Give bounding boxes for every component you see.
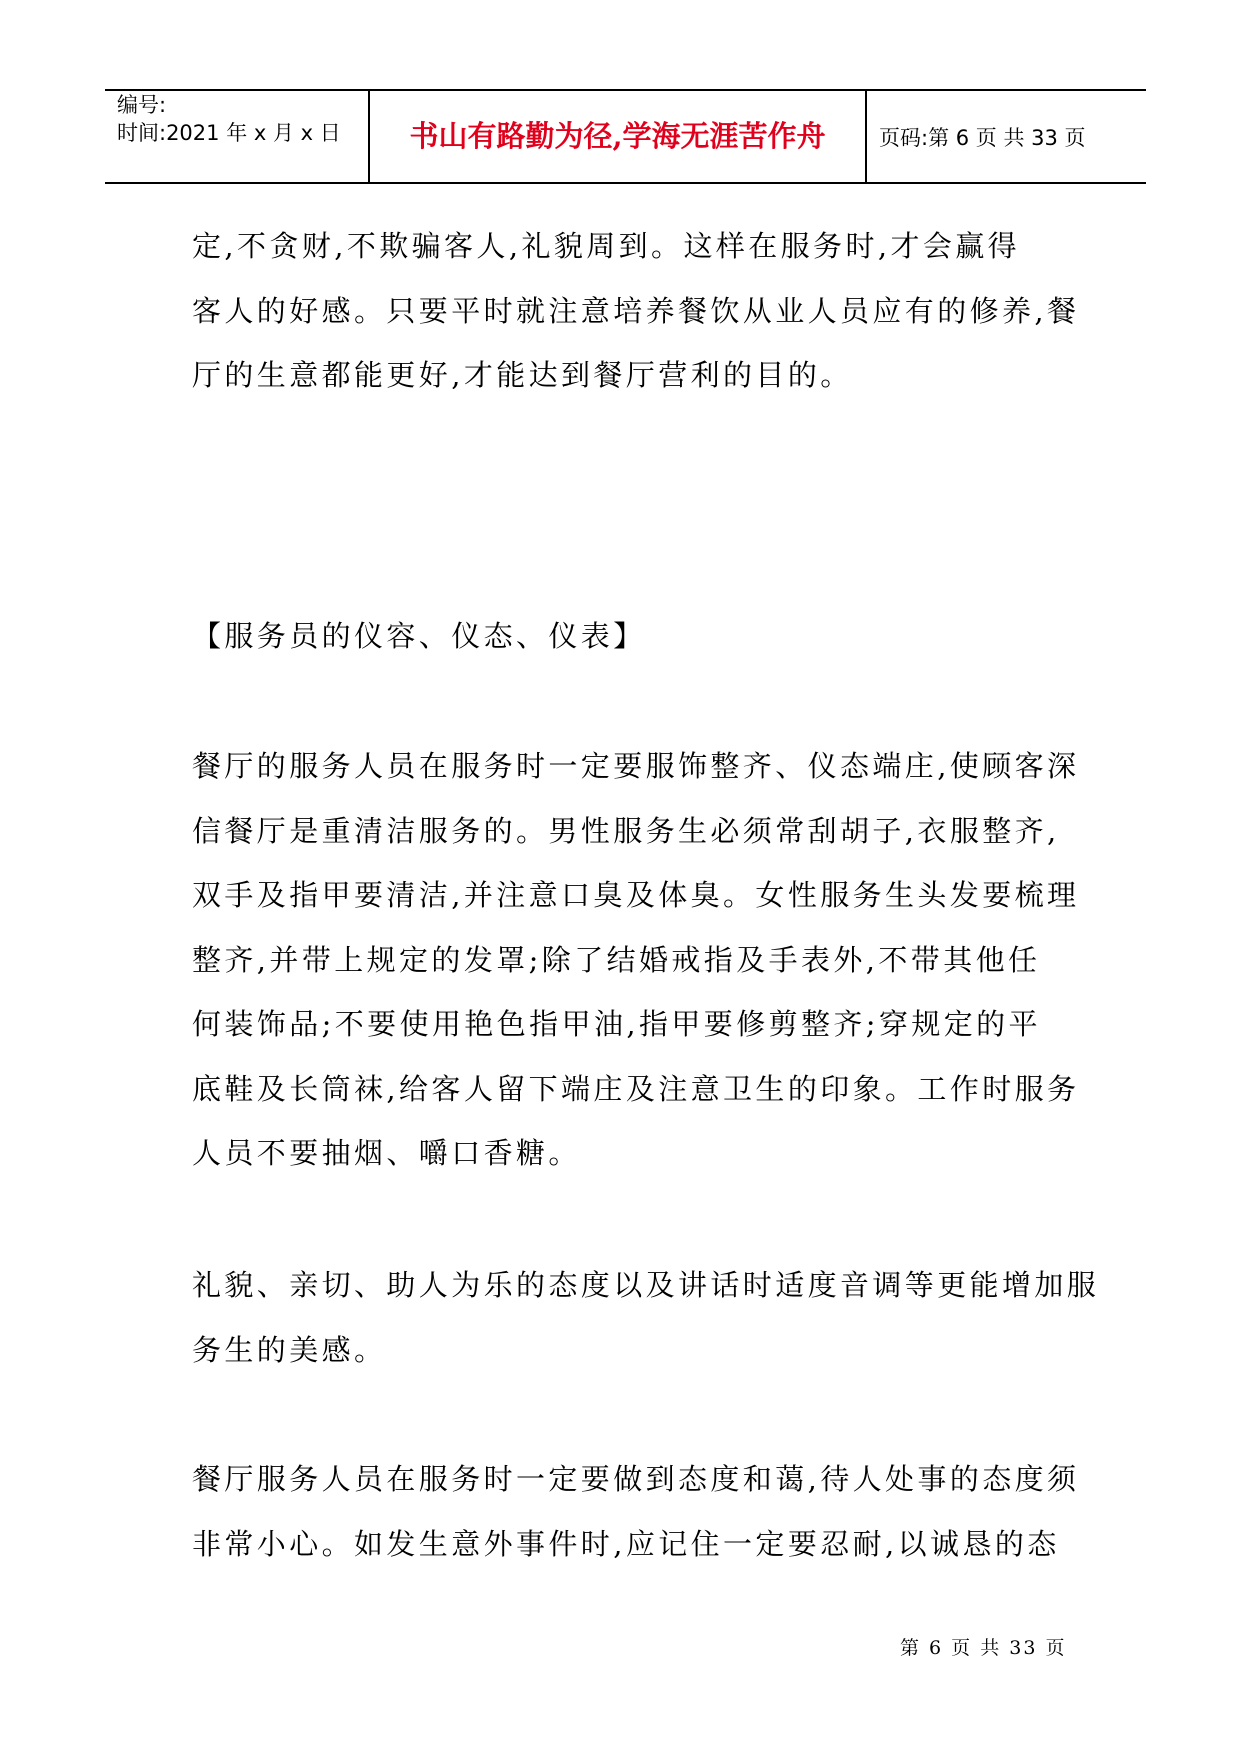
- text-line: 礼貌、亲切、助人为乐的态度以及讲话时适度音调等更能增加服: [192, 1268, 1100, 1302]
- text-line: 厅的生意都能更好,才能达到餐厅营利的目的。: [192, 358, 853, 392]
- page-footer-number: 第 6 页 共 33 页: [900, 1637, 1067, 1659]
- text-line: 餐厅的服务人员在服务时一定要服饰整齐、仪态端庄,使顾客深: [192, 749, 1080, 783]
- text-line: 餐厅服务人员在服务时一定要做到态度和蔼,待人处事的态度须: [192, 1462, 1080, 1496]
- text-line: 定,不贪财,不欺骗客人,礼貌周到。这样在服务时,才会赢得: [192, 229, 1021, 263]
- paragraph-appearance: [192, 734, 1080, 1186]
- paragraph-attitude: [192, 1253, 1100, 1382]
- header-middle-cell: [370, 91, 867, 182]
- paragraph-conduct: [192, 1447, 1080, 1576]
- text-line: 何装饰品;不要使用艳色指甲油,指甲要修剪整齐;穿规定的平: [192, 1007, 1041, 1041]
- page-header: [105, 89, 1146, 184]
- header-page-info: 页码:第 6 页 共 33 页: [879, 126, 1086, 150]
- header-right-cell: [867, 91, 1146, 182]
- text-line: 信餐厅是重清洁服务的。男性服务生必须常刮胡子,衣服整齐,: [192, 813, 1060, 848]
- document-number-label: 编号:: [117, 93, 167, 117]
- text-line: 客人的好感。只要平时就注意培养餐饮从业人员应有的修养,餐: [192, 293, 1080, 328]
- header-left-cell: [105, 91, 370, 182]
- header-motto: 书山有路勤为径,学海无涯苦作舟: [409, 119, 826, 153]
- text-line: 双手及指甲要清洁,并注意口臭及体臭。女性服务生头发要梳理: [192, 878, 1080, 912]
- text-line: 底鞋及长筒袜,给客人留下端庄及注意卫生的印象。工作时服务: [192, 1071, 1080, 1106]
- text-line: 非常小心。如发生意外事件时,应记住一定要忍耐,以诚恳的态: [192, 1526, 1060, 1561]
- paragraph-intro: [192, 214, 1080, 408]
- heading-text: 【服务员的仪容、仪态、仪表】: [192, 619, 646, 653]
- section-heading: [192, 604, 1072, 669]
- text-line: 务生的美感。: [192, 1332, 387, 1367]
- text-line: 整齐,并带上规定的发罩;除了结婚戒指及手表外,不带其他任: [192, 942, 1041, 977]
- text-line: 人员不要抽烟、嚼口香糖。: [192, 1136, 581, 1170]
- document-date-label: 时间:2021 年 x 月 x 日: [117, 121, 341, 145]
